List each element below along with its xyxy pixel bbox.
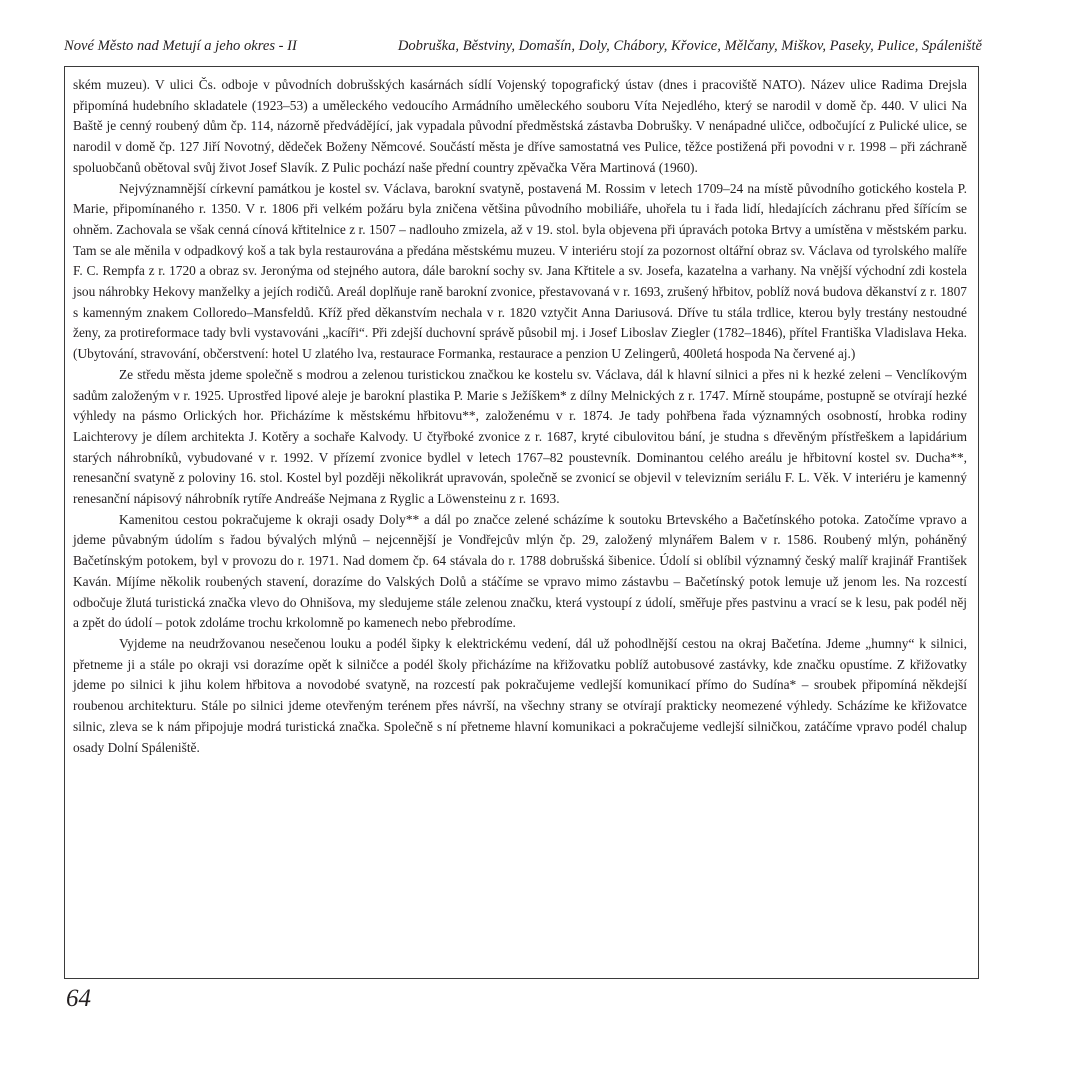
body-text (73, 75, 967, 758)
paragraph-continuation: ském muzeu). V ulici Čs. odboje v původních dobrušských kasárnách sídlí Vojenský topografický ústav (dnes i pracoviště NATO). Název ulice Radima Drejsla připomíná hudebního skladatele (1923–53) a uměleckého vedoucího Armádního uměleckého souboru Víta Nejedlého, který se narodil v domě čp. 440. V ulici Na Baště je cenný roubený dům čp. 114, názorně předvádějící, jak vypadala původní předměstská zástavba Dobrušky. V nenápadné uličce, odbočující z Pulické ulice, se narodil v domě čp. 127 Jiří Novotný, dědeček Boženy Němcové. Součástí města je dříve samostatná ves Pulice, těžce postižená při povodni v r. 1998 – při záchraně spoluobčanů obětoval svůj život Josef Slavík. Z Pulic pochází naše přední country zpěvačka Věra Martinová (1960). (73, 77, 967, 175)
paragraph-bacetin-to-spaleniste: Vyjdeme na neudržovanou nesečenou louku a podél šipky k elektrickému vedení, dál už pohodlnější cestou na okraj Bačetína. Jdeme „humny“ k silnici, přetneme ji a stále po okraji vsi dorazíme opět k silničce a podél školy přicházíme na křižovatku poblíž autobusové zastávky, kde značku opustíme. Z křižovatky jdeme po silnici k jihu kolem hřbitova a novodobé svatyně, na rozcestí pak pokračujeme vedlejší komunikací přímo do Sudína* – sroubek připomíná někdejší roubenou architekturu. Stále po silnici jdeme otevřeným terénem přes návrší, na všechny strany se otvírají prakticky neomezené výhledy. Scházíme ke křižovatce silnic, zleva se k nám připojuje modrá turistická značka. Společně s ní přetneme hlavní komunikaci a pokračujeme vedlejší silničkou, zatáčíme vpravo podél chalup osady Dolní Spáleniště. (73, 635, 967, 755)
paragraph-walk-to-cemetery: Ze středu města jdeme společně s modrou a zelenou turistickou značkou ke kostelu sv. Václava, dál k hlavní silnici a přes ni k hezké zeleni – Venclíkovým sadům založeným v r. 1925. Uprostřed lipové aleje je barokní plastika P. Marie s Ježíškem* z dílny Melnických z r. 1747. Mírně stoupáme, postupně se otvírají hezké výhledy na pásmo Orlických hor. Přicházíme k městskému hřbitovu**, založenému v r. 1874. Je tady pohřbena řada významných osobností, hrobka rodiny Laichterovy je dílem architekta J. Kotěry a sochaře Kalvody. U čtyřboké zvonice z r. 1687, kryté cibulovitou bání, je studna s dřevěným přístřeškem a lapidárium starých náhrobníků, vybudované v r. 1992. V přízemí zvonice bydlel v letech 1767–82 poustevník. Dominantou celého areálu je hřbitovní kostel sv. Ducha**, renesanční svatyně z poloviny 16. stol. Kostel byl později několikrát upravován, společně se zvonicí se objevil v televizním seriálu F. L. Věk. V interiéru je kamenný renesanční nápisový náhrobník rytíře Andreáše Nejmana z Ryglic a Löwensteinu z r. 1693. (73, 366, 967, 507)
running-head (64, 38, 982, 60)
paragraph-church-of-st-wenceslas: Nejvýznamnější církevní památkou je kostel sv. Václava, barokní svatyně, postavená M. Rossim v letech 1709–24 na místě původního gotického kostela P. Marie, připomínaného r. 1350. V r. 1806 při velkém požáru byla zničena většina původního mobiliáře, uhořela tu i řada lidí, hledajících záchranu před šířícím se ohněm. Zachovala se však cenná cínová křtitelnice z r. 1507 – nadlouho zmizela, až v 19. stol. byla objevena při úpravách potoka Brtvy a umístěna v městském parku. Tam se ale měnila v odpadkový koš a tak byla restaurována a předána městskému muzeu. V interiéru stojí za pozornost oltářní obraz sv. Václava od tyrolského malíře F. C. Rempfa z r. 1720 a obraz sv. Jeronýma od stejného autora, dále barokní sochy sv. Jana Křtitele a sv. Josefa, kazatelna a varhany. Na vnější východní zdi kostela jsou náhrobky Hekovy manželky a jejích rodičů. Areál doplňuje raně barokní zvonice, přestavovaná v r. 1693, zrušený hřbitov, poblíž nová budova děkanství z r. 1807 s kamenným znakem Colloredo–Mansfeldů. Kříž před děkanstvím nechala v r. 1820 vztyčit Anna Dariusová. Dříve tu stála trdlice, kterou byly trestány nestoudné ženy, za protireformace tady bvli vystavováni „kacíři“. Při zdejší duchovní správě působil mj. i Josef Liboslav Ziegler (1782–1846), přítel Františka Vladislava Heka. (Ubytování, stravování, občerstvení: hotel U zlatého lva, restaurace Formanka, restaurace a penzion U Zelingerů, 400letá hospoda Na červené aj.) (73, 180, 967, 362)
paragraph-doly-valley: Kamenitou cestou pokračujeme k okraji osady Doly** a dál po značce zelené scházíme k soutoku Brtevského a Bačetínského potoka. Zatočíme vpravo a jdeme půvabným údolím s řadou bývalých mlýnů – nejcennější je Vondřejcův mlýn čp. 29, založený mlynářem Balem v r. 1586. Roubený mlýn, poháněný Bačetínským potokem, byl v provozu do r. 1971. Nad domem čp. 64 stávala do r. 1788 dobrušská šibenice. Údolí si oblíbil významný český malíř krajinář František Kaván. Míjíme několik roubených stavení, dorazíme do Valských Dolů a stáčíme se vpravo mimo zástavbu – Bačetínský potok lemuje už jenom les. Na rozcestí odbočuje žlutá turistická značka vlevo do Ohnišova, my sledujeme stále zelenou značku, která vystoupí z údolí, směřuje přes pastvinu a vrací se k lesu, pak podél něj a zpět do údolí – potok zdoláme trochu krkolomně po kamenech nebo přebrodíme. (73, 511, 967, 631)
page-number: 64 (66, 985, 91, 1012)
running-head-book-title: Nové Město nad Metují a jeho okres - II (64, 38, 297, 54)
text-frame (64, 66, 979, 979)
running-head-chapter-title: Dobruška, Běstviny, Domašín, Doly, Chábory, Křovice, Mělčany, Miškov, Paseky, Pulice, Spáleniště (397, 38, 982, 54)
